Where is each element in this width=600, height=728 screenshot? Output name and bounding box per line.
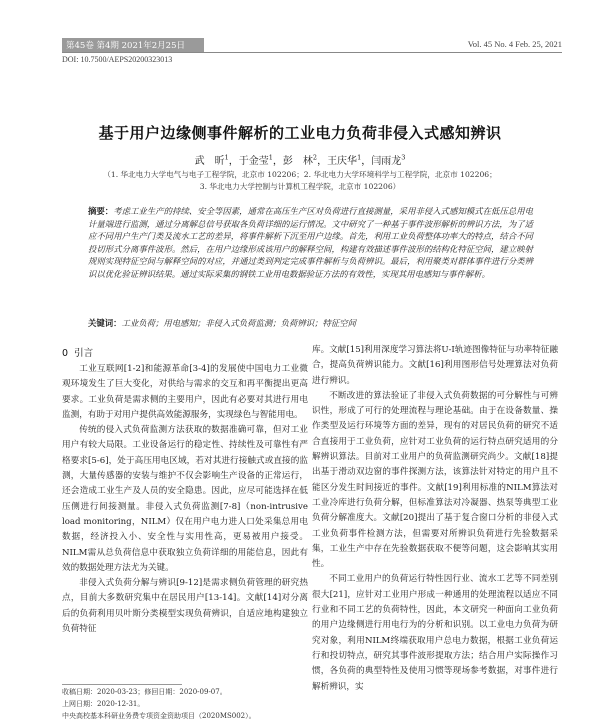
keywords-text: 工业负荷；用电感知；非侵入式负荷监测；负荷辨识；特征空间	[121, 318, 356, 328]
author-affiliation-mark: 3	[401, 153, 406, 162]
author-affiliation-mark: 1	[224, 153, 229, 162]
author-name: 武 昕	[194, 156, 225, 167]
left-column	[62, 362, 308, 637]
author-affiliation-mark: 1	[357, 153, 362, 162]
right-column	[312, 343, 558, 695]
footnote-divider	[62, 684, 182, 685]
section-title: 引言	[74, 348, 94, 359]
abstract	[88, 205, 533, 281]
author-name: 王庆华	[327, 156, 358, 167]
abstract-label: 摘要：	[88, 206, 114, 216]
footnote-funding: 中央高校基本科研业务费专项资金资助项目（2020MS002）。	[62, 712, 256, 720]
affiliation-line-1: （1. 华北电力大学电气与电子工程学院，北京市 102206；2. 华北电力大学环境科学与工程学院，北京市 102206；	[103, 170, 497, 179]
paragraph: 不断改进的算法验证了非侵入式负荷数据的可分解性与可辨识性，形成了可行的处理流程与理论基础。由于在设备数量、操作类型及运行环境等方面的差异，现有的对居民负荷的研究不适合直接用于工业负荷，应针对工业负荷的运行特点研究适用的分解辨识算法。目前对工业用户的负荷监测研究尚少。文献[18]提出基于滑动双边窗的事件探测方法，该算法针对特定的用户且不能区分发生时间接近的事件。文献[19]利用标准的NILM算法对工业冷库进行负荷分解，但标准算法对冷凝器、热泵等典型工业负荷分解准度大。文献[20]提出了基于复合窗口分析的非侵入式工业负荷事件检测方法，但需要对所辨识负荷进行先验数据采集，工业生产中存在先验数据获取不便等问题，这会影响其实用性。	[312, 390, 558, 570]
section-heading	[62, 345, 93, 359]
doi[interactable]: DOI: 10.7500/AEPS20200323013	[62, 55, 173, 64]
paragraph: 不同工业用户的负荷运行特性因行业、流水工艺等不同差别很大[21]，应针对工业用户形成一种通用的处理流程以适应不同行业和不同工艺的负荷特性，因此，本文研究一种面向工业负荷的用户边缘侧进行用电行为的分析和识别。以工业电力负荷为研究对象，利用NILM终端获取用户总电力数据，根据工业负荷运行和投切特点，研究其事件波形提取方法；结合用户实际操作习惯，各负荷的典型特性及使用习惯等现场参考数据，对事件进行解析辨识，实	[312, 574, 558, 692]
author	[238, 153, 273, 167]
section-number: 0	[62, 348, 69, 359]
footnote-online: 上网日期：2020-12-31。	[62, 700, 145, 708]
keywords	[88, 317, 533, 329]
header-divider	[62, 52, 562, 53]
paragraph: 库。文献[15]利用深度学习算法将U-I轨迹图像特征与功率特征融合，提高负荷辨识能力。文献[16]利用图形信号处理算法对负荷进行辨识。	[312, 345, 558, 386]
affiliation-line-2: 3. 华北电力大学控制与计算机工程学院，北京市 102206）	[199, 182, 401, 191]
author-affiliation-mark: 2	[312, 153, 318, 162]
footnote-received: 收稿日期：2020-03-23；修回日期：2020-09-07。	[62, 688, 227, 696]
author	[327, 153, 362, 167]
journal-issue-cn: 第45卷 第4期 2021年2月25日	[66, 41, 185, 51]
author	[371, 153, 406, 167]
paragraph: 传统的侵入式负荷监测方法获取的数据准确可靠，但对工业用户有较大局限。工业设备运行的稳定性、持续性及可靠性有严格要求[5-6]，处于高压用电区域，若对其进行接触式或直接的监测，大量传感器的安装与维护不仅会影响生产设备的正常运行，还会造成工业生产及人员的安全隐患。因此，应尽可能选择在低压侧进行间接测量。非侵入式负荷监测[7-8]（non-intrusive load monitoring，NILM）仅在用户电力进人口处采集总用电数据，经济投入小、安全性与实用性高，更易被用户接受。NILM需从总负荷信息中获取独立负荷详细的用能信息，因此有效的数据处理方法尤为关键。	[62, 425, 308, 573]
author-name: 彭 林	[282, 156, 313, 167]
author-name: 于金莹	[238, 156, 269, 167]
author-list: 武 昕$^1$，于金莹$^1$，彭 林$^2$，王庆华$^1$，闫雨龙$^3$	[194, 153, 406, 167]
author	[282, 153, 318, 167]
author-affiliation-mark: 1	[268, 153, 273, 162]
paragraph: 工业互联网[1-2]和能源革命[3-4]的发展使中国电力工业微观环境发生了巨大变化，对供给与需求的交互和再平衡提出更高要求。工业负荷是需求侧的主要用户，因此有必要对其进行用电监测，有助于对用户提供高效能源服务，实现绿色与智能用电。	[62, 364, 308, 420]
abstract-text: 考虑工业生产的持续、安全等因素，通常在高压生产区对负荷进行直接测量，采用非侵入式感知模式在低压总用电计量端进行监测，通过分离解总信号获取各负荷详细的运行情况。文中研究了一种基于事件波形解析的辨识方法，为了适应不同用户生产门类及流水工艺的差异，将事件解析下沉至用户边缘。首先，利用工业负荷整体功率大的特点，结合不同投切形式分离事件波形。然后，在用户边缘形成该用户的解释空间，构建有效描述事件波形的结构化特征空间，建立映射规则实现特征空间与解释空间的对应，并通过类到判定完成事件解析与负荷辨识。最后，利用聚类对群体事件进行分类辨识以优化验证辨识结果。通过实际采集的钢铁工业用电数据验证方法的有效性，实现其用电感知与事件解析。	[88, 206, 534, 279]
paragraph: 非侵入式负荷分解与辨识[9-12]是需求侧负荷管理的研究热点，目前大多数研究集中在居民用户[13-14]。文献[14]对分离后的负荷利用贝叶斯分类模型实现负荷辨识，自适应地构建独立负荷特征	[62, 578, 308, 635]
keywords-label: 关键词：	[88, 318, 122, 328]
author-name: 闫雨龙	[371, 156, 402, 167]
journal-issue-en: Vol. 45 No. 4 Feb. 25, 2021	[467, 39, 562, 49]
paper-title: 基于用户边缘侧事件解析的工业电力负荷非侵入式感知辨识	[98, 124, 502, 142]
author	[194, 153, 229, 167]
